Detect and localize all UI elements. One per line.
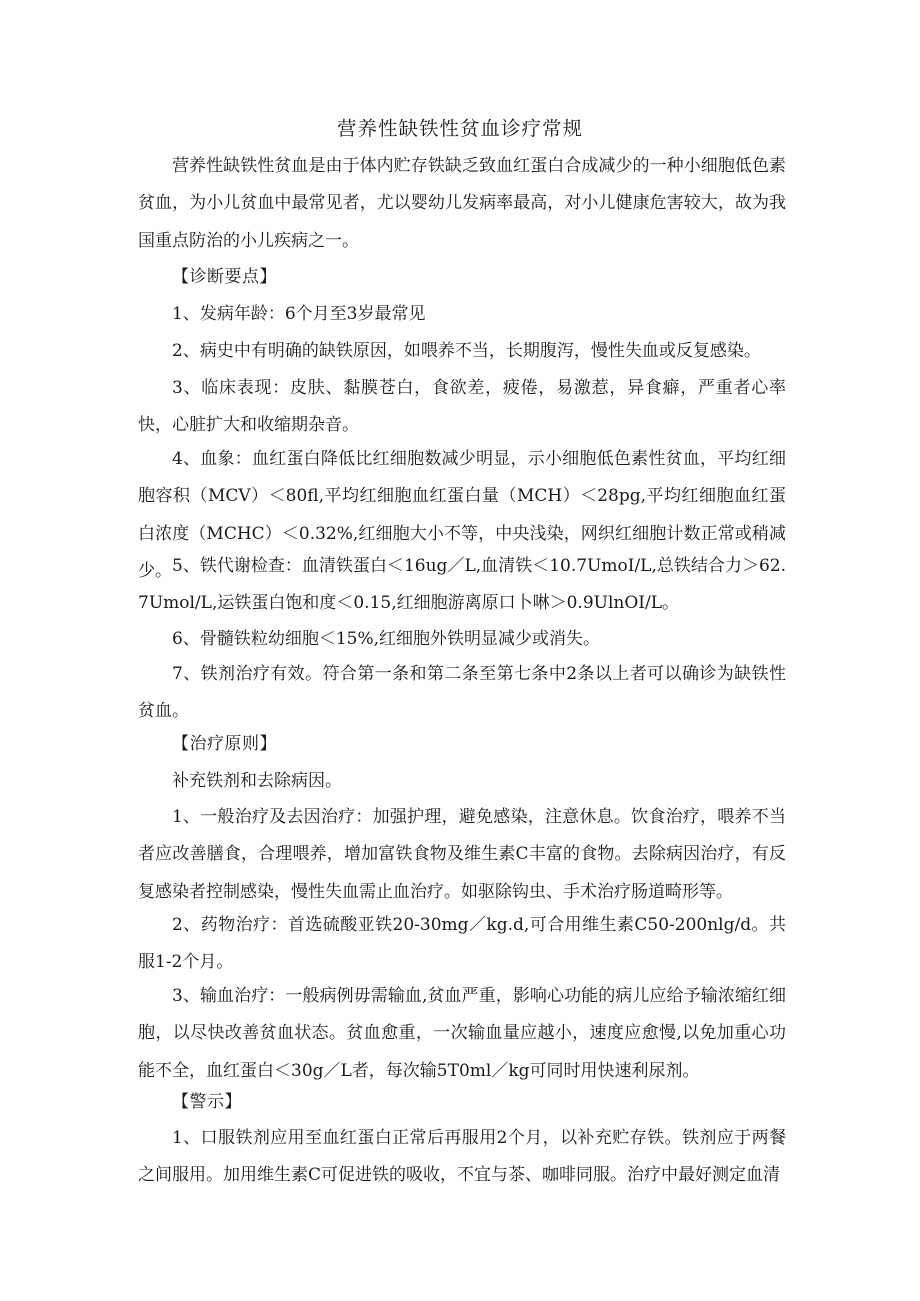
- diagnosis-item-7: 7、铁剂治疗有效。符合第一条和第二条至第七条中2条以上者可以确诊为缺铁性贫血。: [138, 664, 786, 722]
- treatment-item-1: 1、一般治疗及去因治疗：加强护理，避免感染，注意休息。饮食治疗，喂养不当者应改善膳食，合理喂养，增加富铁食物及维生素C丰富的食物。去除病因治疗，有反复感染者控制感染，慢性失血需止血治疗。如驱除钩虫、手术治疗肠道畸形等。: [138, 807, 786, 902]
- treatment-summary: 补充铁剂和去除病因。: [172, 771, 342, 791]
- diagnosis-item-1: 1、发病年龄：6个月至3岁最常见: [172, 304, 426, 324]
- document-title: 营养性缺铁性贫血诊疗常规: [336, 117, 583, 140]
- diagnosis-heading: 【诊断要点】: [172, 267, 277, 287]
- warning-item-1: 1、口服铁剂应用至血红蛋白正常后再服用2个月，以补充贮存铁。铁剂应于两餐之间服用。加用维生素C可促进铁的吸收，不宜与茶、咖啡同服。治疗中最好测定血清: [138, 1128, 786, 1186]
- diagnosis-item-3: 3、临床表现：皮肤、黏膜苍白，食欲差，疲倦，易激惹，异食癖，严重者心率快，心脏扩大和收缩期杂音。: [138, 378, 786, 436]
- diagnosis-item-4: 4、血象：血红蛋白降低比红细胞数减少明显，示小细胞低色素性贫血，平均红细胞容积（MCV）＜80fl,平均红细胞血红蛋白量（MCH）＜28pg,平均红细胞血红蛋白浓度（MCHC）＜0.32%,红细胞大小不等，中央浅染，网织红细胞计数正常或稍减少。: [138, 449, 786, 581]
- diagnosis-item-5: 5、铁代谢检查：血清铁蛋白＜16ug／L,血清铁＜10.7UmoI/L,总铁结合力＞62.7Umol/L,运铁蛋白饱和度＜0.15,红细胞游离原口卜啉＞0.9UlnOI/L。: [138, 556, 786, 614]
- diagnosis-item-6: 6、骨髓铁粒幼细胞＜15%,红细胞外铁明显减少或消失。: [172, 629, 601, 649]
- warning-heading: 【警示】: [172, 1092, 242, 1112]
- treatment-item-3: 3、输血治疗：一般病例毋需输血,贫血严重，影响心功能的病儿应给予输浓缩红细胞，以尽快改善贫血状态。贫血愈重，一次输血量应越小，速度应愈慢,以免加重心功能不全，血红蛋白＜30g／L者，每次输5T0ml／kg可同时用快速利尿剂。: [138, 986, 786, 1081]
- intro-paragraph: 营养性缺铁性贫血是由于体内贮存铁缺乏致血红蛋白合成减少的一种小细胞低色素贫血，为小儿贫血中最常见者，尤以婴幼儿发病率最高，对小儿健康危害较大，故为我国重点防治的小儿疾病之一。: [138, 156, 786, 251]
- treatment-item-2: 2、药物治疗：首选硫酸亚铁20-30mg／kg.d,可合用维生素C50-200nlg/d。共服1-2个月。: [138, 915, 786, 973]
- treatment-heading: 【治疗原则】: [172, 734, 277, 754]
- diagnosis-item-2: 2、病史中有明确的缺铁原因，如喂养不当，长期腹泻，慢性失血或反复感染。: [172, 341, 761, 361]
